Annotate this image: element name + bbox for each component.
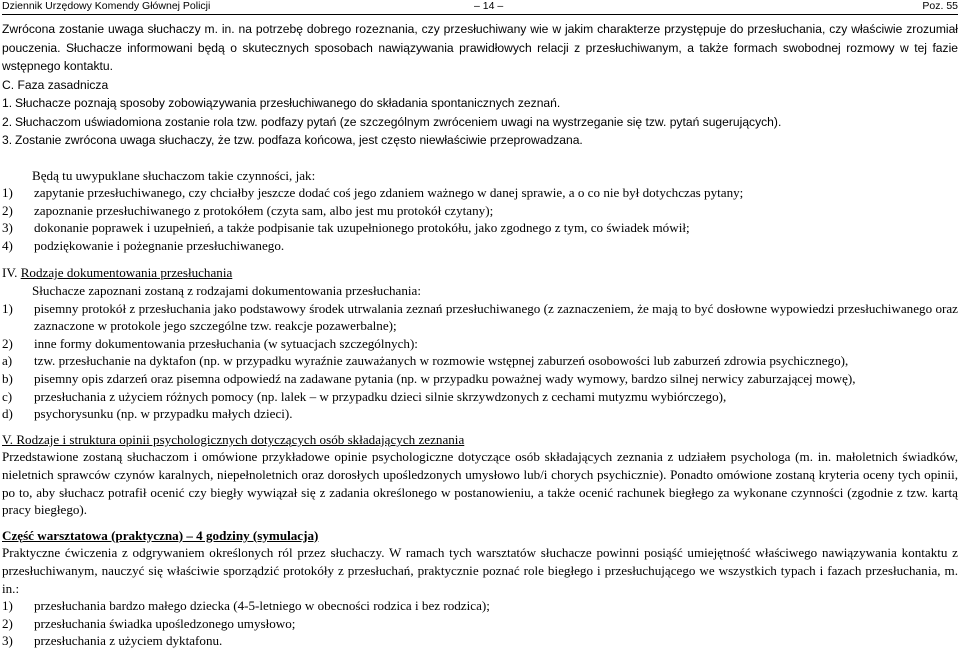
list-number: 2) xyxy=(2,335,13,351)
section-iv-heading xyxy=(2,264,958,282)
activities-lead: Będą tu uwypuklane słuchaczom takie czynności, jak: xyxy=(32,167,316,183)
list-number: d) xyxy=(2,406,13,422)
list-text: inne formy dokumentowania przesłuchania (w sytuacjach szczególnych): xyxy=(34,335,418,351)
list-item xyxy=(2,615,958,633)
list-text: Słuchaczom uświadomiona zostanie rola tzw. podfazy pytań (ze szczególnym zwróceniem uwagi na wystrzeganie się tzw. pytań sugerujących). xyxy=(15,114,782,129)
page-number: – 14 – xyxy=(474,0,504,12)
document-body xyxy=(2,20,958,650)
list-text: przesłuchania bardzo małego dziecka (4-5-letniego w obecności rodzica i bez rodzica); xyxy=(34,598,490,614)
list-number: 4) xyxy=(2,237,13,253)
list-number: 3) xyxy=(2,220,13,236)
activities-section xyxy=(2,167,958,255)
intro-paragraph: Zwrócona zostanie uwaga słuchaczy m. in. na potrzebę dobrego rozeznania, czy przesłuchiwany wie w jakim charakterze przystępuje do przesłuchania, czy właściwie zrozumiał pouczenia. Słuchacze informowani będą o skutecznych sposobach nawiązywania prawidłowych relacji z przesłuchiwanym, a także formach swobodnej rozmowy w tej fazie wstępnego kontaktu. xyxy=(2,22,958,73)
list-number: 1. xyxy=(2,96,13,110)
list-text: Słuchacze poznają sposoby zobowiązywania przesłuchiwanego do składania spontanicznych zeznań. xyxy=(15,96,561,110)
list-text: pisemny opis zdarzeń oraz pisemna odpowiedź na zadawane pytania (np. w przypadku poważnej wady wymowy, bardzo silnej nerwicy zaburzającej mowę), xyxy=(34,371,856,387)
list-text: tzw. przesłuchanie na dyktafon (np. w przypadku wyraźnie zauważanych w rozmowie wstępnej zaburzeń osobowości lub zaburzeń zdrowia psychicznego), xyxy=(34,353,849,369)
list-item xyxy=(2,202,958,220)
page-header xyxy=(2,0,958,14)
section-iv xyxy=(2,264,958,422)
workshop-body: Praktyczne ćwiczenia z odgrywaniem określonych ról przez słuchaczy. W ramach tych warsztatów słuchacze powinni posiąść umiejętność właściwego nawiązywania kontaktu z przesłuchiwanym, nauczyć się właściwie sporządzić protokóły z przesłuchań, praktycznie poznać role biegłego i przesłuchującego we wszystkich typach i fazach przesłuchania, m. in.: xyxy=(2,545,958,596)
header-rule xyxy=(2,14,958,15)
list-item xyxy=(2,597,958,615)
list-item xyxy=(2,388,958,406)
section-v-body: Przedstawione zostaną słuchaczom i omówione przykładowe opinie psychologiczne dotyczące osób składających zeznania z udziałem psychologa (m. in. małoletnich świadków, nieletnich sprawców czynów karalnych, niepełnoletnich oraz dorosłych upośledzonych umysłowo lub/i chorych psychicznie). Ponadto omówione zostaną kryteria oceny tych opinii, po to, aby słuchacz potrafił ocenić czy biegły wywiązał się z zadania określonego w postanowieniu, a także ocenić rachunek biegłego za wykonane czynności (zgodnie z tzw. kartą pracy biegłego). xyxy=(2,449,958,518)
list-number: 2. xyxy=(2,114,13,129)
list-item xyxy=(2,300,958,335)
list-text: dokonanie poprawek i uzupełnień, a także podpisanie tak uzupełnionego protokółu, jako zgodnego z tym, co świadek mówił; xyxy=(34,220,690,236)
list-number: c) xyxy=(2,388,13,404)
workshop-section xyxy=(2,527,958,650)
list-item xyxy=(2,237,958,255)
position-number: Poz. 55 xyxy=(922,0,958,12)
list-item xyxy=(2,405,958,423)
list-text: psychorysunku (np. w przypadku małych dzieci). xyxy=(34,406,293,422)
list-number: b) xyxy=(2,371,13,387)
list-number: 1) xyxy=(2,185,13,201)
list-item xyxy=(2,131,958,150)
list-number: 1) xyxy=(2,300,13,316)
list-item xyxy=(2,94,958,113)
journal-title: Dziennik Urzędowy Komendy Głównej Policji xyxy=(2,0,211,12)
section-v xyxy=(2,431,958,519)
list-number: 3) xyxy=(2,633,13,649)
section-iv-number: IV. xyxy=(2,265,18,281)
list-text: zapoznanie przesłuchiwanego z protokółem (czyta sam, albo jest mu protokół czytany); xyxy=(34,202,494,218)
list-text: zapytanie przesłuchiwanego, czy chciałby jeszcze dodać coś jego zdaniem ważnego w danej sprawie, a o co nie był dotychczas pytany; xyxy=(34,185,744,201)
list-item xyxy=(2,352,958,370)
list-number: a) xyxy=(2,353,13,369)
phase-c-heading: C. Faza zasadnicza xyxy=(2,77,109,92)
list-number: 3. xyxy=(2,133,13,147)
list-number: 2) xyxy=(2,615,13,631)
list-item xyxy=(2,219,958,237)
list-item xyxy=(2,113,958,132)
section-v-title: V. Rodzaje i struktura opinii psychologicznych dotyczących osób składających zeznania xyxy=(2,431,465,447)
list-number: 2) xyxy=(2,202,13,218)
section-iv-title: Rodzaje dokumentowania przesłuchania xyxy=(20,265,233,281)
list-text: przesłuchania z użyciem różnych pomocy (np. lalek – w przypadku dzieci silnie skrzywdzonych z cechami mutyzmu wybiórczego), xyxy=(34,388,727,404)
list-text: przesłuchania świadka upośledzonego umysłowo; xyxy=(34,615,296,631)
list-item xyxy=(2,370,958,388)
list-text: pisemny protokół z przesłuchania jako podstawowy środek utrwalania zeznań przesłuchiwanego (z zaznaczeniem, że mają to być dosłowne wypowiedzi przesłuchiwanego oraz zaznaczone w protokole jego szczególne tzw. reakcje pozawerbalne); xyxy=(34,300,958,334)
list-text: podziękowanie i pożegnanie przesłuchiwanego. xyxy=(34,237,285,253)
list-text: Zostanie zwrócona uwaga słuchaczy, że tzw. podfaza końcowa, jest często niewłaściwie przeprowadzana. xyxy=(15,133,583,147)
list-item xyxy=(2,335,958,353)
list-number: 1) xyxy=(2,598,13,614)
list-item xyxy=(2,184,958,202)
list-text: przesłuchania z użyciem dyktafonu. xyxy=(34,633,223,649)
section-iv-lead: Słuchacze zapoznani zostaną z rodzajami dokumentowania przesłuchania: xyxy=(32,283,422,299)
list-item xyxy=(2,632,958,650)
workshop-title: Część warsztatowa (praktyczna) – 4 godziny (symulacja) xyxy=(2,527,319,543)
intro-section xyxy=(2,20,958,150)
